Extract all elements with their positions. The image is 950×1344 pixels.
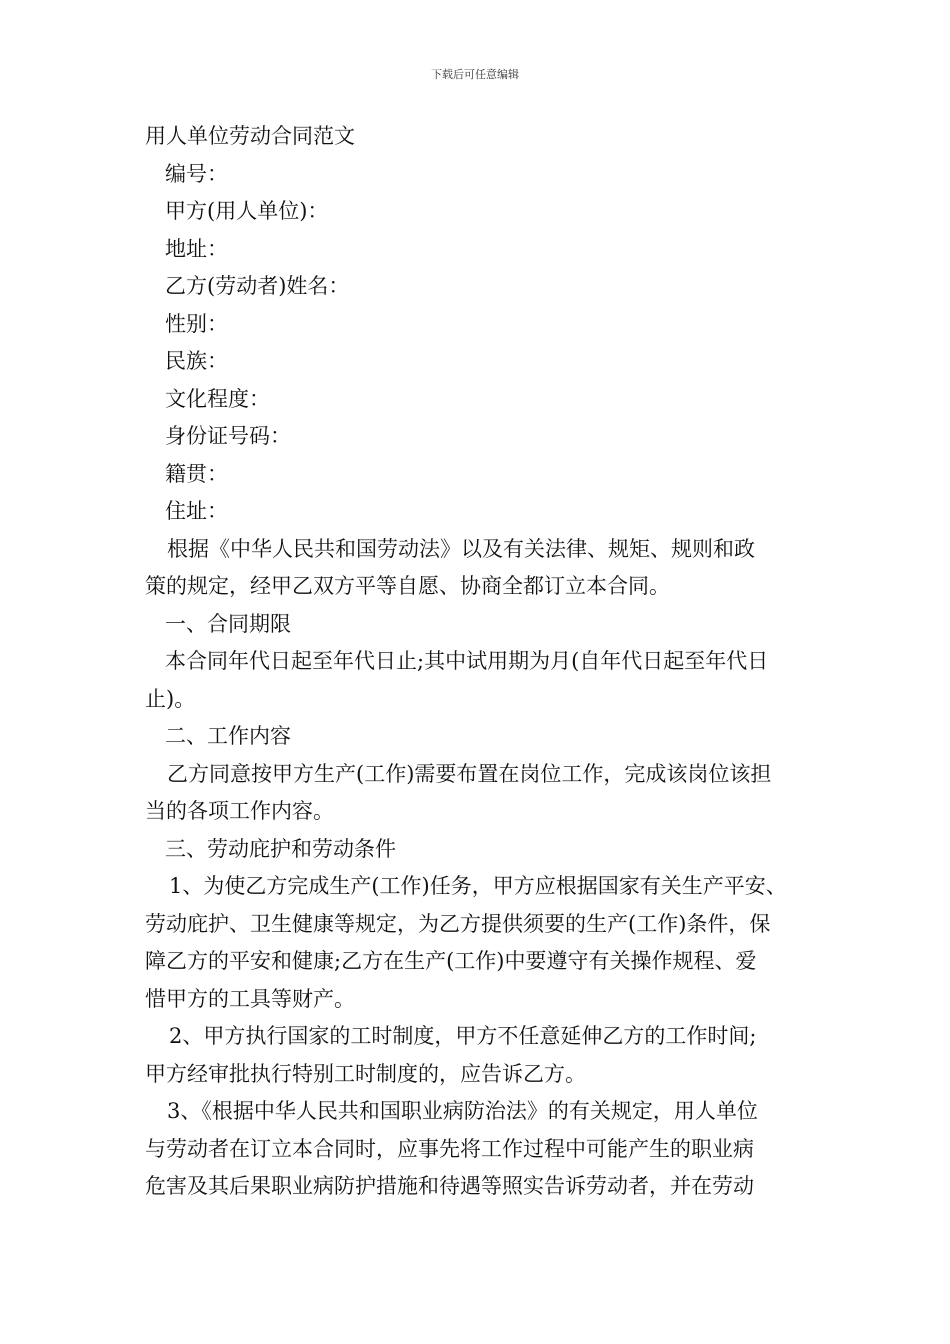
section-work-body-line: 乙方同意按甲方生产(工作)需要布置在岗位工作，完成该岗位该担 [167,761,772,786]
preamble-line: 根据《中华人民共和国劳动法》以及有关法律、规矩、规则和政 [167,536,755,561]
clause-1-line: 劳动庇护、卫生健康等规定，为乙方提供须要的生产(工作)条件，保 [145,911,771,936]
field-address: 地址： [165,236,228,261]
clause-3-line: 3、《根据中华人民共和国职业病防治法》的有关规定，用人单位 [167,1099,758,1123]
section-heading-work: 二、工作内容 [165,724,291,748]
clause-1-line: 惜甲方的工具等财产。 [145,986,355,1011]
section-heading-term: 一、合同期限 [165,611,291,636]
page-header-note: 下载后可任意编辑 [431,68,519,81]
clause-3-line: 危害及其后果职业病防护措施和待遇等照实告诉劳动者，并在劳动 [145,1174,754,1198]
section-heading-protection: 三、劳动庇护和劳动条件 [165,836,396,861]
field-residence: 住址： [165,499,228,523]
field-employee-name: 乙方(劳动者)姓名： [165,274,350,298]
section-term-body-line: 止)。 [145,686,196,711]
field-native-place: 籍贯： [165,461,228,486]
section-work-body-line: 当的各项工作内容。 [145,799,334,823]
field-education: 文化程度： [165,386,270,411]
clause-2-line: 2、甲方执行国家的工时制度，甲方不任意延伸乙方的工作时间; [169,1024,757,1048]
field-id-number: 身份证号码： [165,424,291,448]
clause-2-line: 甲方经审批执行特别工时制度的，应告诉乙方。 [145,1061,586,1086]
field-gender: 性别： [165,311,228,336]
contract-document [145,118,810,1206]
field-ethnicity: 民族： [165,349,228,373]
clause-1-line: 障乙方的平安和健康;乙方在生产(工作)中要遵守有关操作规程、爱 [145,949,757,973]
section-term-body-line: 本合同年代日起至年代日止;其中试用期为月(自年代日起至年代日 [165,649,769,673]
field-contract-number: 编号： [165,161,228,186]
field-employer: 甲方(用人单位)： [165,199,329,223]
preamble-line: 策的规定，经甲乙双方平等自愿、协商全都订立本合同。 [145,574,670,598]
clause-1-line: 1、为使乙方完成生产(工作)任务，甲方应根据国家有关生产平安、 [169,874,787,898]
document-title: 用人单位劳动合同范文 [145,124,355,148]
clause-3-line: 与劳动者在订立本合同时，应事先将工作过程中可能产生的职业病 [145,1136,754,1161]
